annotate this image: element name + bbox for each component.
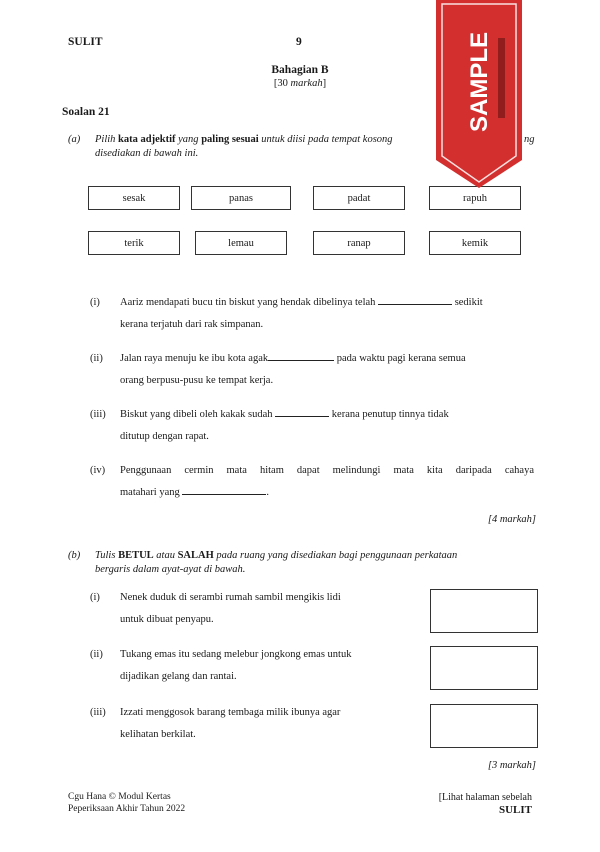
item-b-i-num: (i) [90, 592, 100, 603]
instr-tulis: Tulis [95, 550, 116, 561]
marks-open: [ [273, 78, 278, 89]
footer-right-1: [Lihat halaman sebelah [438, 792, 532, 803]
item-a-iii-text1: Biskut yang dibeli oleh kakak sudah [120, 409, 273, 420]
answer-box-b-ii[interactable] [430, 646, 538, 690]
answer-box-b-iii[interactable] [430, 704, 538, 748]
item-a-iv-text1: Penggunaan cermin mata hitam dapat melindungi mata kita daripada cahaya [120, 465, 534, 476]
word-box-6: lemau [195, 231, 287, 255]
instr-b-line2: bergaris dalam ayat-ayat di bawah. [95, 564, 246, 575]
section-title: Bahagian B [271, 64, 329, 76]
ribbon-text: SAMPLE [466, 31, 493, 133]
item-a-iii-line2: ditutup dengan rapat. [120, 431, 209, 442]
item-a-iii-num: (iii) [90, 409, 106, 420]
word-box-4: rapuh [429, 186, 521, 210]
instr-kata-adjektif: kata adjektif [118, 134, 176, 145]
item-a-i-line2: kerana terjatuh dari rak simpanan. [120, 319, 264, 330]
item-b-iii-num: (iii) [90, 707, 106, 718]
part-a-marks-text: [4 markah] [487, 514, 536, 525]
header-sulit: SULIT [68, 36, 103, 48]
item-b-i-line2: untuk dibuat penyapu. [120, 614, 214, 625]
item-a-i-blank[interactable] [378, 293, 452, 305]
part-a-letter [68, 134, 80, 145]
item-b-ii-line2: dijadikan gelang dan rantai. [120, 671, 237, 682]
item-a-ii [120, 348, 530, 370]
item-b-iii-line2: kelihatan berkilat. [120, 729, 196, 740]
part-b-marks [440, 760, 536, 771]
instr-yang: yang [178, 134, 199, 145]
part-b-marks-text: [3 markah] [487, 760, 536, 771]
word-box-5: terik [88, 231, 180, 255]
item-a-ii-num: (ii) [90, 353, 103, 364]
part-a-instruction [95, 134, 440, 145]
marks-close: ] [322, 78, 327, 89]
footer-left-1: Cgu Hana © Modul Kertas [68, 792, 171, 802]
item-a-iv-blank[interactable] [182, 483, 266, 495]
item-a-i-text1: Aariz mendapati bucu tin biskut yang hendak dibelinya telah [120, 297, 376, 308]
part-b-letter [68, 550, 80, 561]
instr-pilih: Pilih [95, 134, 116, 145]
item-b-i-line1: Nenek duduk di serambi rumah sambil mengikis lidi [120, 592, 341, 603]
item-a-iv-num: (iv) [90, 465, 106, 476]
item-a-ii-text2: pada waktu pagi kerana semua [336, 353, 466, 364]
instr-b-rest: pada ruang yang disediakan bagi penggunaan perkataan [216, 550, 458, 561]
item-a-iii-blank[interactable] [275, 405, 329, 417]
question-label: Soalan 21 [62, 106, 110, 118]
item-a-iii-text2: kerana penutup tinnya tidak [331, 409, 449, 420]
item-b-ii-num: (ii) [90, 649, 103, 660]
item-b-ii-line1: Tukang emas itu sedang melebur jongkong emas untuk [120, 649, 352, 660]
instr-rest: untuk diisi pada tempat kosong [261, 134, 393, 145]
part-a-instruction-line2 [95, 148, 198, 159]
item-a-ii-text1: Jalan raya menuju ke ibu kota agak [120, 353, 269, 364]
item-a-iii [120, 404, 530, 426]
part-b-instruction-line2 [95, 564, 245, 575]
footer-right-2: SULIT [498, 804, 532, 816]
instr-line2: disediakan di bawah ini. [95, 148, 199, 159]
word-box-2: panas [191, 186, 291, 210]
word-box-1: sesak [88, 186, 180, 210]
item-b-iii-line1: Izzati menggosok barang tembaga milik ibunya agar [120, 707, 341, 718]
item-a-ii-line2: orang berpusu-pusu ke tempat kerja. [120, 375, 274, 386]
part-a-instruction-tail [524, 134, 535, 145]
item-a-i-num: (i) [90, 297, 100, 308]
page-number: 9 [296, 36, 302, 48]
part-b-letter-text: (b) [68, 550, 81, 561]
item-a-i-text2: sedikit [454, 297, 483, 308]
item-a-ii-blank[interactable] [268, 349, 334, 361]
marks-value: 30 [277, 78, 288, 89]
part-b-instruction [95, 550, 535, 561]
item-a-iv-text2: matahari yang [120, 487, 180, 498]
item-a-iv-period: . [266, 487, 270, 498]
instr-atau: atau [156, 550, 175, 561]
part-a-marks [440, 514, 536, 525]
ribbon-stripe [498, 38, 505, 118]
section-marks [200, 78, 400, 89]
word-box-3: padat [313, 186, 405, 210]
word-box-8: kemik [429, 231, 521, 255]
item-a-iv-line2 [120, 482, 269, 504]
word-box-7: ranap [313, 231, 405, 255]
sample-ribbon-icon [436, 0, 522, 188]
marks-word: markah [290, 78, 323, 89]
answer-box-b-i[interactable] [430, 589, 538, 633]
part-a-letter-text: (a) [68, 134, 81, 145]
instr-tail: ng [524, 134, 535, 145]
footer-left-2: Peperiksaan Akhir Tahun 2022 [68, 804, 186, 814]
item-a-i [120, 292, 530, 314]
instr-betul: BETUL [118, 550, 154, 561]
instr-salah: SALAH [177, 550, 214, 561]
instr-paling-sesuai: paling sesuai [201, 134, 259, 145]
